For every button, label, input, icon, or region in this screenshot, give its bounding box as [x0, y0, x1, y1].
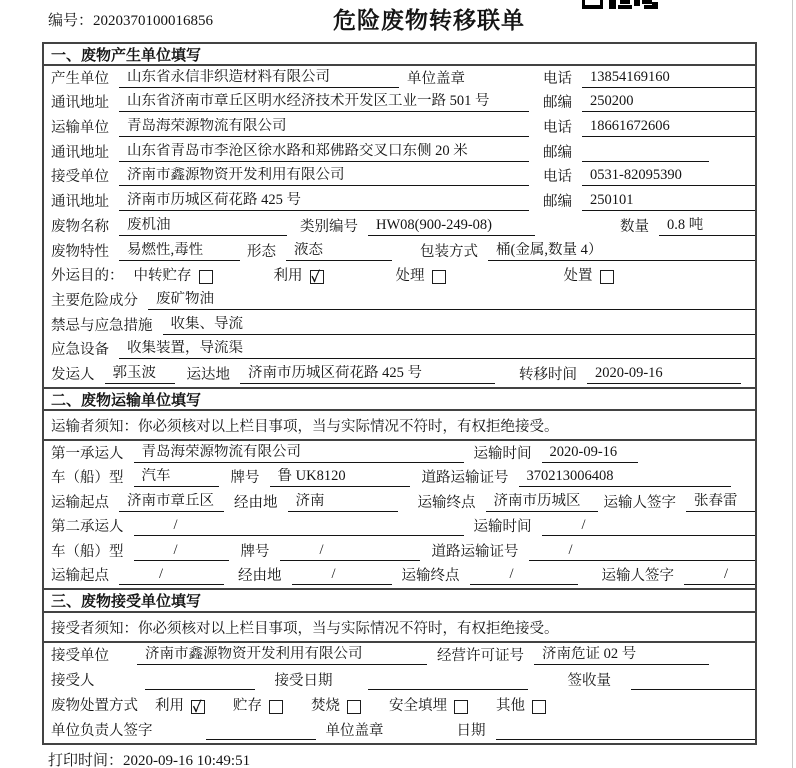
destination-label: 运达地 — [186, 366, 230, 383]
carrier-signature-value: 张春雷 — [686, 493, 755, 512]
date-label: 日期 — [456, 723, 486, 739]
row-consignor — [44, 362, 755, 387]
accept-date-value — [368, 672, 528, 690]
disposal-option-label: 焚烧 — [311, 698, 340, 714]
serial-value: 2020370100016856 — [93, 13, 214, 29]
section3-rows — [44, 643, 755, 743]
purpose-utilize-checkbox — [310, 270, 324, 284]
packing-label: 包装方式 — [420, 243, 478, 260]
road-permit-value: 370213006408 — [519, 468, 731, 487]
waste-characteristics-value: 易燃性,毒性 — [119, 242, 240, 261]
quantity-value: 0.8 吨 — [659, 217, 755, 236]
accept-date-label: 接受日期 — [274, 673, 333, 689]
road-permit-label: 道路运输证号 — [431, 543, 519, 560]
purpose-option-label: 利用 — [273, 268, 303, 285]
row-receiver-address — [44, 189, 755, 214]
serial-label: 编号： — [48, 13, 94, 29]
address-label: 通讯地址 — [51, 144, 109, 161]
address-value: 山东省济南市章丘区明水经济技术开发区工业一路 501 号 — [119, 93, 529, 112]
carrier-signature-value: / — [684, 566, 755, 585]
row-route-1 — [44, 490, 755, 515]
phone-value: 0531-82095390 — [582, 167, 755, 186]
received-quantity-label: 签收量 — [567, 673, 611, 689]
second-carrier-value: / — [134, 517, 464, 536]
form-state-label: 形态 — [247, 243, 276, 260]
plate-number-value: 鲁 UK8120 — [270, 468, 410, 487]
row-disposal-method — [44, 693, 755, 718]
route-via-value: / — [292, 566, 392, 585]
qr-code-fragment — [582, 0, 658, 10]
producer-unit-value: 山东省永信非织造材料有限公司 — [119, 69, 399, 88]
print-time-label: 打印时间： — [48, 753, 124, 768]
serial-number-line — [48, 9, 213, 30]
destination-value: 济南市历城区荷花路 425 号 — [240, 365, 495, 384]
route-start-label: 运输起点 — [51, 494, 109, 511]
carrier-signature-label: 运输人签字 — [601, 568, 674, 584]
route-start-label: 运输起点 — [51, 568, 109, 584]
waste-characteristics-label: 废物特性 — [51, 243, 109, 260]
head-signature-label: 单位负责人签字 — [51, 723, 153, 739]
emergency-equipment-label: 应急设备 — [51, 342, 109, 359]
row-producer-address — [44, 91, 755, 116]
zip-group — [543, 144, 755, 162]
route-via-label: 经由地 — [234, 494, 278, 511]
section2-rows — [44, 441, 755, 588]
disposal-method-label: 废物处置方式 — [51, 698, 138, 714]
row-hazard-components — [44, 288, 755, 313]
purpose-treat-checkbox — [432, 270, 446, 284]
transfer-time-value: 2020-09-16 — [587, 365, 741, 384]
vehicle-type-label: 车（船）型 — [51, 543, 124, 560]
page-title: 危险废物转移联单 — [333, 8, 525, 33]
phone-value: 18661672606 — [582, 118, 755, 137]
row-vehicle-2 — [44, 539, 755, 564]
route-end-value: / — [470, 566, 578, 585]
purpose-option-storage — [134, 268, 213, 285]
vehicle-type-value: / — [134, 542, 229, 561]
purpose-dispose-checkbox — [600, 270, 614, 284]
purpose-option-treat — [396, 268, 446, 285]
carrier-signature-label: 运输人签字 — [603, 494, 676, 511]
route-start-value: 济南市章丘区 — [119, 493, 224, 512]
first-carrier-value: 青岛海荣源物流有限公司 — [134, 444, 464, 463]
disposal-landfill-checkbox — [454, 700, 468, 714]
transport-unit-value: 青岛海荣源物流有限公司 — [119, 118, 529, 137]
row-waste-characteristics — [44, 239, 755, 264]
zip-label: 邮编 — [543, 95, 572, 112]
purpose-option-utilize — [274, 268, 324, 285]
disposal-option-store — [233, 698, 283, 715]
form-table — [42, 42, 757, 745]
section1-heading: 一、废物产生单位填写 — [44, 44, 755, 66]
purpose-option-label: 处理 — [395, 268, 425, 285]
zip-label: 邮编 — [543, 194, 572, 211]
route-end-value: 济南市历城区 — [486, 493, 598, 512]
transport-time-label: 运输时间 — [473, 445, 532, 462]
row-transport-unit — [44, 115, 755, 140]
disposal-option-incinerate — [311, 698, 361, 715]
row-head-signature — [44, 718, 755, 743]
unit-seal-label: 单位盖章 — [407, 70, 465, 87]
acceptor-value — [145, 672, 255, 690]
row-receiver-unit — [44, 165, 755, 190]
transport-time-label: 运输时间 — [473, 519, 532, 535]
phone-label: 电话 — [543, 70, 572, 87]
hazard-components-value: 废矿物油 — [148, 291, 755, 310]
transport-unit-label: 运输单位 — [51, 120, 109, 137]
category-code-label: 类别编号 — [300, 218, 358, 235]
disposal-utilize-checkbox — [191, 700, 205, 714]
license-number-label: 经营许可证号 — [437, 648, 524, 664]
hazard-components-label: 主要危险成分 — [51, 292, 138, 309]
route-end-label: 运输终点 — [401, 568, 460, 584]
row-vehicle-1 — [44, 466, 755, 491]
waste-name-value: 废机油 — [119, 217, 287, 236]
print-time-value: 2020-09-16 10:49:51 — [123, 753, 251, 768]
route-via-label: 经由地 — [238, 568, 282, 584]
waste-name-label: 废物名称 — [51, 218, 109, 235]
route-start-value: / — [119, 566, 224, 585]
transfer-purpose-label: 外运目的： — [51, 268, 124, 285]
phone-label: 电话 — [543, 120, 572, 137]
emergency-equipment-value: 收集装置，导流渠 — [119, 340, 755, 359]
section2-heading: 二、废物运输单位填写 — [44, 387, 755, 411]
address-label: 通讯地址 — [51, 194, 109, 211]
row-second-carrier — [44, 515, 755, 540]
transport-time-value: 2020-09-16 — [542, 444, 638, 463]
disposal-incinerate-checkbox — [347, 700, 361, 714]
row-acceptor — [44, 668, 755, 693]
section3-heading: 三、废物接受单位填写 — [44, 588, 755, 613]
purpose-option-label: 处置 — [563, 268, 593, 285]
row-transport-address — [44, 140, 755, 165]
zip-value — [582, 144, 709, 162]
page-scan-edge — [792, 0, 793, 768]
date-value — [496, 722, 756, 740]
packing-value: 桶(金属,数量 4） — [488, 242, 755, 261]
acceptor-label: 接受人 — [51, 673, 95, 689]
purpose-storage-checkbox — [199, 270, 213, 284]
phone-value: 13854169160 — [582, 69, 755, 88]
consignor-value: 郭玉波 — [105, 365, 175, 384]
zip-group — [543, 192, 755, 211]
address-value: 济南市历城区荷花路 425 号 — [119, 192, 529, 211]
consignor-label: 发运人 — [51, 366, 95, 383]
head-signature-value — [206, 722, 316, 740]
disposal-option-label: 其他 — [496, 698, 525, 714]
address-label: 通讯地址 — [51, 95, 109, 112]
plate-number-value: / — [280, 542, 420, 561]
unit-seal-label: 单位盖章 — [325, 723, 384, 739]
purpose-option-dispose — [564, 268, 614, 285]
phone-group — [543, 69, 755, 88]
section1-rows — [44, 66, 755, 387]
disposal-other-checkbox — [532, 700, 546, 714]
first-carrier-label: 第一承运人 — [51, 445, 124, 462]
category-code-value: HW08(900-249-08) — [368, 217, 535, 236]
row-taboo-measures — [44, 313, 755, 338]
vehicle-type-label: 车（船）型 — [51, 470, 124, 486]
accept-unit-label: 接受单位 — [51, 648, 109, 664]
zip-label: 邮编 — [543, 144, 572, 161]
row-accept-unit — [44, 643, 755, 668]
row-first-carrier — [44, 441, 755, 466]
producer-unit-label: 产生单位 — [51, 70, 109, 87]
disposal-option-label: 安全填埋 — [389, 698, 447, 714]
license-number-value: 济南危证 02 号 — [534, 646, 709, 665]
disposal-option-other — [496, 698, 546, 715]
road-permit-label: 道路运输证号 — [421, 470, 509, 486]
zip-value: 250200 — [582, 93, 755, 112]
plate-number-label: 牌号 — [230, 470, 260, 486]
row-transfer-purpose — [44, 264, 755, 289]
phone-label: 电话 — [543, 169, 572, 186]
quantity-label: 数量 — [620, 218, 649, 235]
row-waste-name — [44, 214, 755, 239]
disposal-option-label: 利用 — [155, 698, 184, 714]
route-via-value: 济南 — [288, 493, 398, 512]
phone-group — [543, 118, 755, 137]
row-emergency-equipment — [44, 338, 755, 363]
route-end-label: 运输终点 — [417, 494, 476, 511]
section2-carrier-notice: 运输者须知：你必须核对以上栏目事项，当与实际情况不符时，有权拒绝接受。 — [44, 411, 755, 441]
row-route-2 — [44, 564, 755, 589]
taboo-measures-label: 禁忌与应急措施 — [51, 317, 153, 334]
section3-receiver-notice: 接受者须知：你必须核对以上栏目事项，当与实际情况不符时，有权拒绝接受。 — [44, 613, 755, 643]
disposal-option-landfill — [389, 698, 468, 715]
zip-group — [543, 93, 755, 112]
taboo-measures-value: 收集、导流 — [163, 316, 756, 335]
transport-time-value: / — [542, 517, 756, 536]
disposal-option-utilize — [155, 698, 205, 715]
plate-number-label: 牌号 — [240, 543, 270, 560]
address-value: 山东省青岛市李沧区徐水路和郑佛路交叉口东侧 20 米 — [119, 143, 529, 162]
receiver-unit-label: 接受单位 — [51, 169, 109, 186]
zip-value: 250101 — [582, 192, 755, 211]
accept-unit-value: 济南市鑫源物资开发利用有限公司 — [137, 646, 427, 665]
receiver-unit-value: 济南市鑫源物资开发利用有限公司 — [119, 167, 529, 186]
purpose-option-label: 中转贮存 — [133, 268, 192, 285]
received-quantity-value — [631, 672, 755, 690]
road-permit-value: / — [529, 542, 756, 561]
form-state-value: 液态 — [286, 242, 392, 261]
disposal-option-label: 贮存 — [233, 698, 262, 714]
transfer-time-label: 转移时间 — [519, 366, 577, 383]
vehicle-type-value: 汽车 — [134, 468, 219, 487]
disposal-store-checkbox — [269, 700, 283, 714]
second-carrier-label: 第二承运人 — [51, 519, 124, 535]
print-time-line — [48, 749, 250, 768]
phone-group — [543, 167, 755, 186]
row-producer — [44, 66, 755, 91]
